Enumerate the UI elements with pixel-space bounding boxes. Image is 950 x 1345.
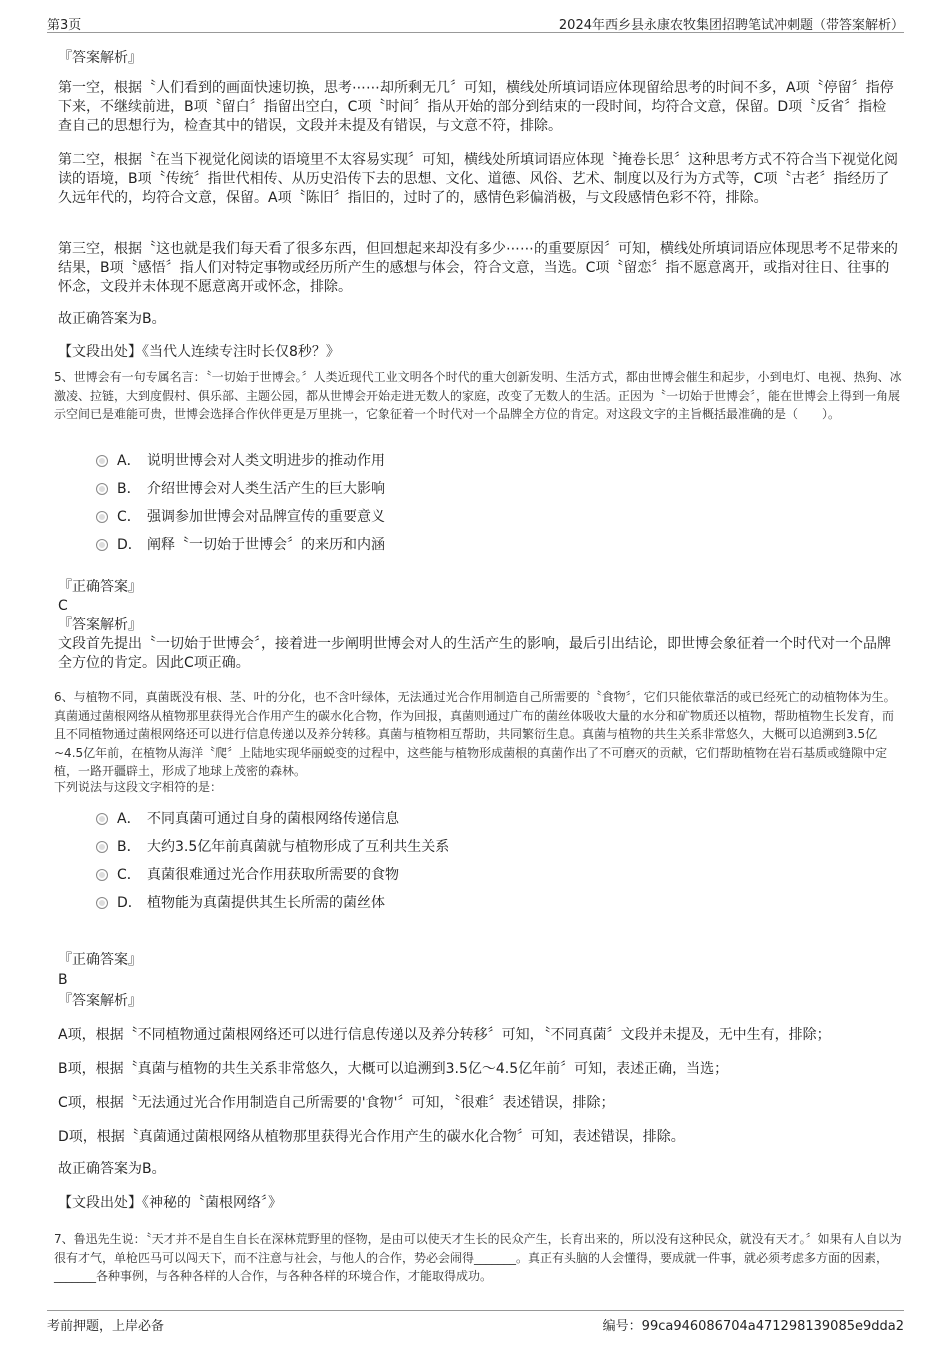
q6-stem: 6、与植物不同，真菌既没有根、茎、叶的分化，也不含叶绿体，无法通过光合作用制造自己所需要的〝食物〞，它们只能依靠活的或已经死亡的动植物体为生。真菌通过菌根网络从植物那里获得光合作用产生的碳水化合物，作为回报，真菌则通过广布的菌丝体吸收大量的水分和矿物质还以植物，帮助植物生长发育，而且不同植物通过菌根网络还可以进行信息传递以及养分转移。真菌与植物相互帮助，共同繁衍生息。真菌与植物的共生关系非常悠久，大概可以追溯到3.5亿~4.5亿年前，在植物从海洋〝爬〞上陆地实现华丽蜕变的过程中，这些能与植物形成菌根的真菌作出了不可磨灭的贡献，它们帮助植物在岩石基质或缝隙中定植，一路开疆辟土，形成了地球上茂密的森林。 xyxy=(54,690,896,778)
q5-answer-label: 『正确答案』 xyxy=(58,579,142,595)
q4-analysis-para-2: 第二空，根据〝在当下视觉化阅读的语境里不太容易实现〞可知，横线处所填词语应体现〝掩卷长思〞这种思考方式不符合当下视觉化阅读的语境，B项〝传统〞指世代相传、从历史沿传下去的思想、文化、道德、风俗、艺术、制度以及行为方式等，C项〝古老〞指经历了久远年代的，均符合文意，保留。A项〝陈旧〞指旧的，过时了的，感情色彩偏消极，与文段感情色彩不符，排除。 xyxy=(58,152,898,206)
q4-conclusion: 故正确答案为B。 xyxy=(58,311,166,327)
document-id: 编号：99ca946086704a471298139085e9dda2 xyxy=(602,1319,904,1334)
q5-option-a[interactable] xyxy=(96,452,385,470)
page-header xyxy=(47,10,904,33)
option-text: 不同真菌可通过自身的菌根网络传递信息 xyxy=(147,811,399,827)
option-text: 介绍世博会对人类生活产生的巨大影响 xyxy=(147,481,385,497)
q6-source: 【文段出处】《神秘的〝菌根网络〞》 xyxy=(58,1195,282,1211)
option-text: 真菌很难通过光合作用获取所需要的食物 xyxy=(147,867,399,883)
option-letter: C． xyxy=(117,509,141,525)
q6-option-d[interactable] xyxy=(96,894,385,912)
radio-icon[interactable] xyxy=(96,897,108,909)
option-text: 植物能为真菌提供其生长所需的菌丝体 xyxy=(147,895,385,911)
radio-icon[interactable] xyxy=(96,869,108,881)
document-title: 2024年西乡县永康农牧集团招聘笔试冲刺题（带答案解析） xyxy=(558,18,904,33)
q4-analysis-para-1: 第一空，根据〝人们看到的画面快速切换，思考⋯⋯却所剩无几〞可知，横线处所填词语应体现留给思考的时间不多，A项〝停留〞指停下来，不继续前进，B项〝留白〞指留出空白，C项〝时间〞指从开始的部分到结束的一段时间，均符合文意，保留。D项〝反省〞指检查自己的思想行为，检查其中的错误，文段并未提及有错误，与文意不符，排除。 xyxy=(58,80,894,134)
radio-icon[interactable] xyxy=(96,813,108,825)
option-text: 说明世博会对人类文明进步的推动作用 xyxy=(147,453,385,469)
option-text: 大约3.5亿年前真菌就与植物形成了互利共生关系 xyxy=(147,839,450,855)
radio-icon[interactable] xyxy=(96,841,108,853)
option-letter: A． xyxy=(117,453,141,469)
q5-answer: C xyxy=(58,598,68,614)
footer-slogan: 考前押题，上岸必备 xyxy=(47,1319,165,1334)
radio-icon[interactable] xyxy=(96,539,108,551)
q6-option-a[interactable] xyxy=(96,810,399,828)
q6-analysis-d: D项，根据〝真菌通过菌根网络从植物那里获得光合作用产生的碳水化合物〞可知，表述错误，排除。 xyxy=(58,1129,685,1145)
q5-stem: 5、世博会有一句专属名言：〝一切始于世博会。〞人类近现代工业文明各个时代的重大创新发明、生活方式，都由世博会催生和起步，小到电灯、电视、热狗、冰激凌、拉链，大到度假村、俱乐部、主题公园，都从世博会开始走进无数人的家庭，改变了无数人的生活。正因为〝一切始于世博会〞，能在世博会上得到一角展示空间已是难能可贵，世博会选择合作伙伴更是万里挑一，它象征着一个时代对一个品牌全方位的肯定。对这段文字的主旨概括最准确的是（ ）。 xyxy=(54,370,902,421)
option-letter: A． xyxy=(117,811,141,827)
q4-analysis-para-3: 第三空，根据〝这也就是我们每天看了很多东西，但回想起来却没有多少⋯⋯的重要原因〞可知，横线处所填词语应体现思考不足带来的结果，B项〝感悟〞指人们对特定事物或经历所产生的感想与体会，符合文意，当选。C项〝留恋〞指不愿意离开，或指对往日、往事的怀念，文段并未体现不愿意离开或怀念，排除。 xyxy=(58,241,898,295)
q5-option-c[interactable] xyxy=(96,508,385,526)
option-letter: D． xyxy=(117,895,142,911)
q6-option-b[interactable] xyxy=(96,838,449,856)
option-letter: C． xyxy=(117,867,141,883)
radio-icon[interactable] xyxy=(96,511,108,523)
q6-conclusion: 故正确答案为B。 xyxy=(58,1161,166,1177)
q7-stem: 7、鲁迅先生说：〝天才并不是自生自长在深林荒野里的怪物，是由可以使天才生长的民众产生，长育出来的，所以没有这种民众，就没有天才。〞如果有人自以为很有才气，单枪匹马可以闯天下，而不注意与社会，与他人的合作，势必会闹得_______。真正有头脑的人会懂得，要成就一件事，就必须考虑多方面的因素，_______各种事例，与各种各样的人合作，与各种各样的环境合作，才能取得成功。 xyxy=(54,1232,902,1283)
q4-source: 【文段出处】《当代人连续专注时长仅8秒？》 xyxy=(58,344,340,360)
q6-analysis-a: A项，根据〝不同植物通过菌根网络还可以进行信息传递以及养分转移〞可知，〝不同真菌〞文段并未提及，无中生有，排除； xyxy=(58,1027,831,1043)
q6-prompt: 下列说法与这段文字相符的是： xyxy=(54,780,223,794)
radio-icon[interactable] xyxy=(96,455,108,467)
page-footer xyxy=(47,1310,904,1333)
q5-option-d[interactable] xyxy=(96,536,385,554)
q5-analysis: 文段首先提出〝一切始于世博会〞，接着进一步阐明世博会对人的生活产生的影响，最后引出结论，即世博会象征着一个时代对一个品牌全方位的肯定。因此C项正确。 xyxy=(58,636,891,671)
q6-analysis-c: C项，根据〝无法通过光合作用制造自己所需要的'食物'〞可知，〝很难〞表述错误，排除； xyxy=(58,1095,615,1111)
q6-analysis-b: B项，根据〝真菌与植物的共生关系非常悠久，大概可以追溯到3.5亿～4.5亿年前〞可知，表述正确，当选； xyxy=(58,1061,729,1077)
option-letter: B． xyxy=(117,839,141,855)
option-text: 阐释〝一切始于世博会〞的来历和内涵 xyxy=(147,537,385,553)
q5-option-b[interactable] xyxy=(96,480,385,498)
q6-analysis-label: 『答案解析』 xyxy=(58,993,142,1009)
q4-analysis-label: 『答案解析』 xyxy=(58,50,142,66)
page-number: 第3页 xyxy=(47,18,82,33)
option-text: 强调参加世博会对品牌宣传的重要意义 xyxy=(147,509,385,525)
q6-answer-label: 『正确答案』 xyxy=(58,952,142,968)
option-letter: D． xyxy=(117,537,142,553)
option-letter: B． xyxy=(117,481,141,497)
radio-icon[interactable] xyxy=(96,483,108,495)
q5-analysis-label: 『答案解析』 xyxy=(58,617,142,633)
q6-answer: B xyxy=(58,972,68,988)
q6-option-c[interactable] xyxy=(96,866,399,884)
